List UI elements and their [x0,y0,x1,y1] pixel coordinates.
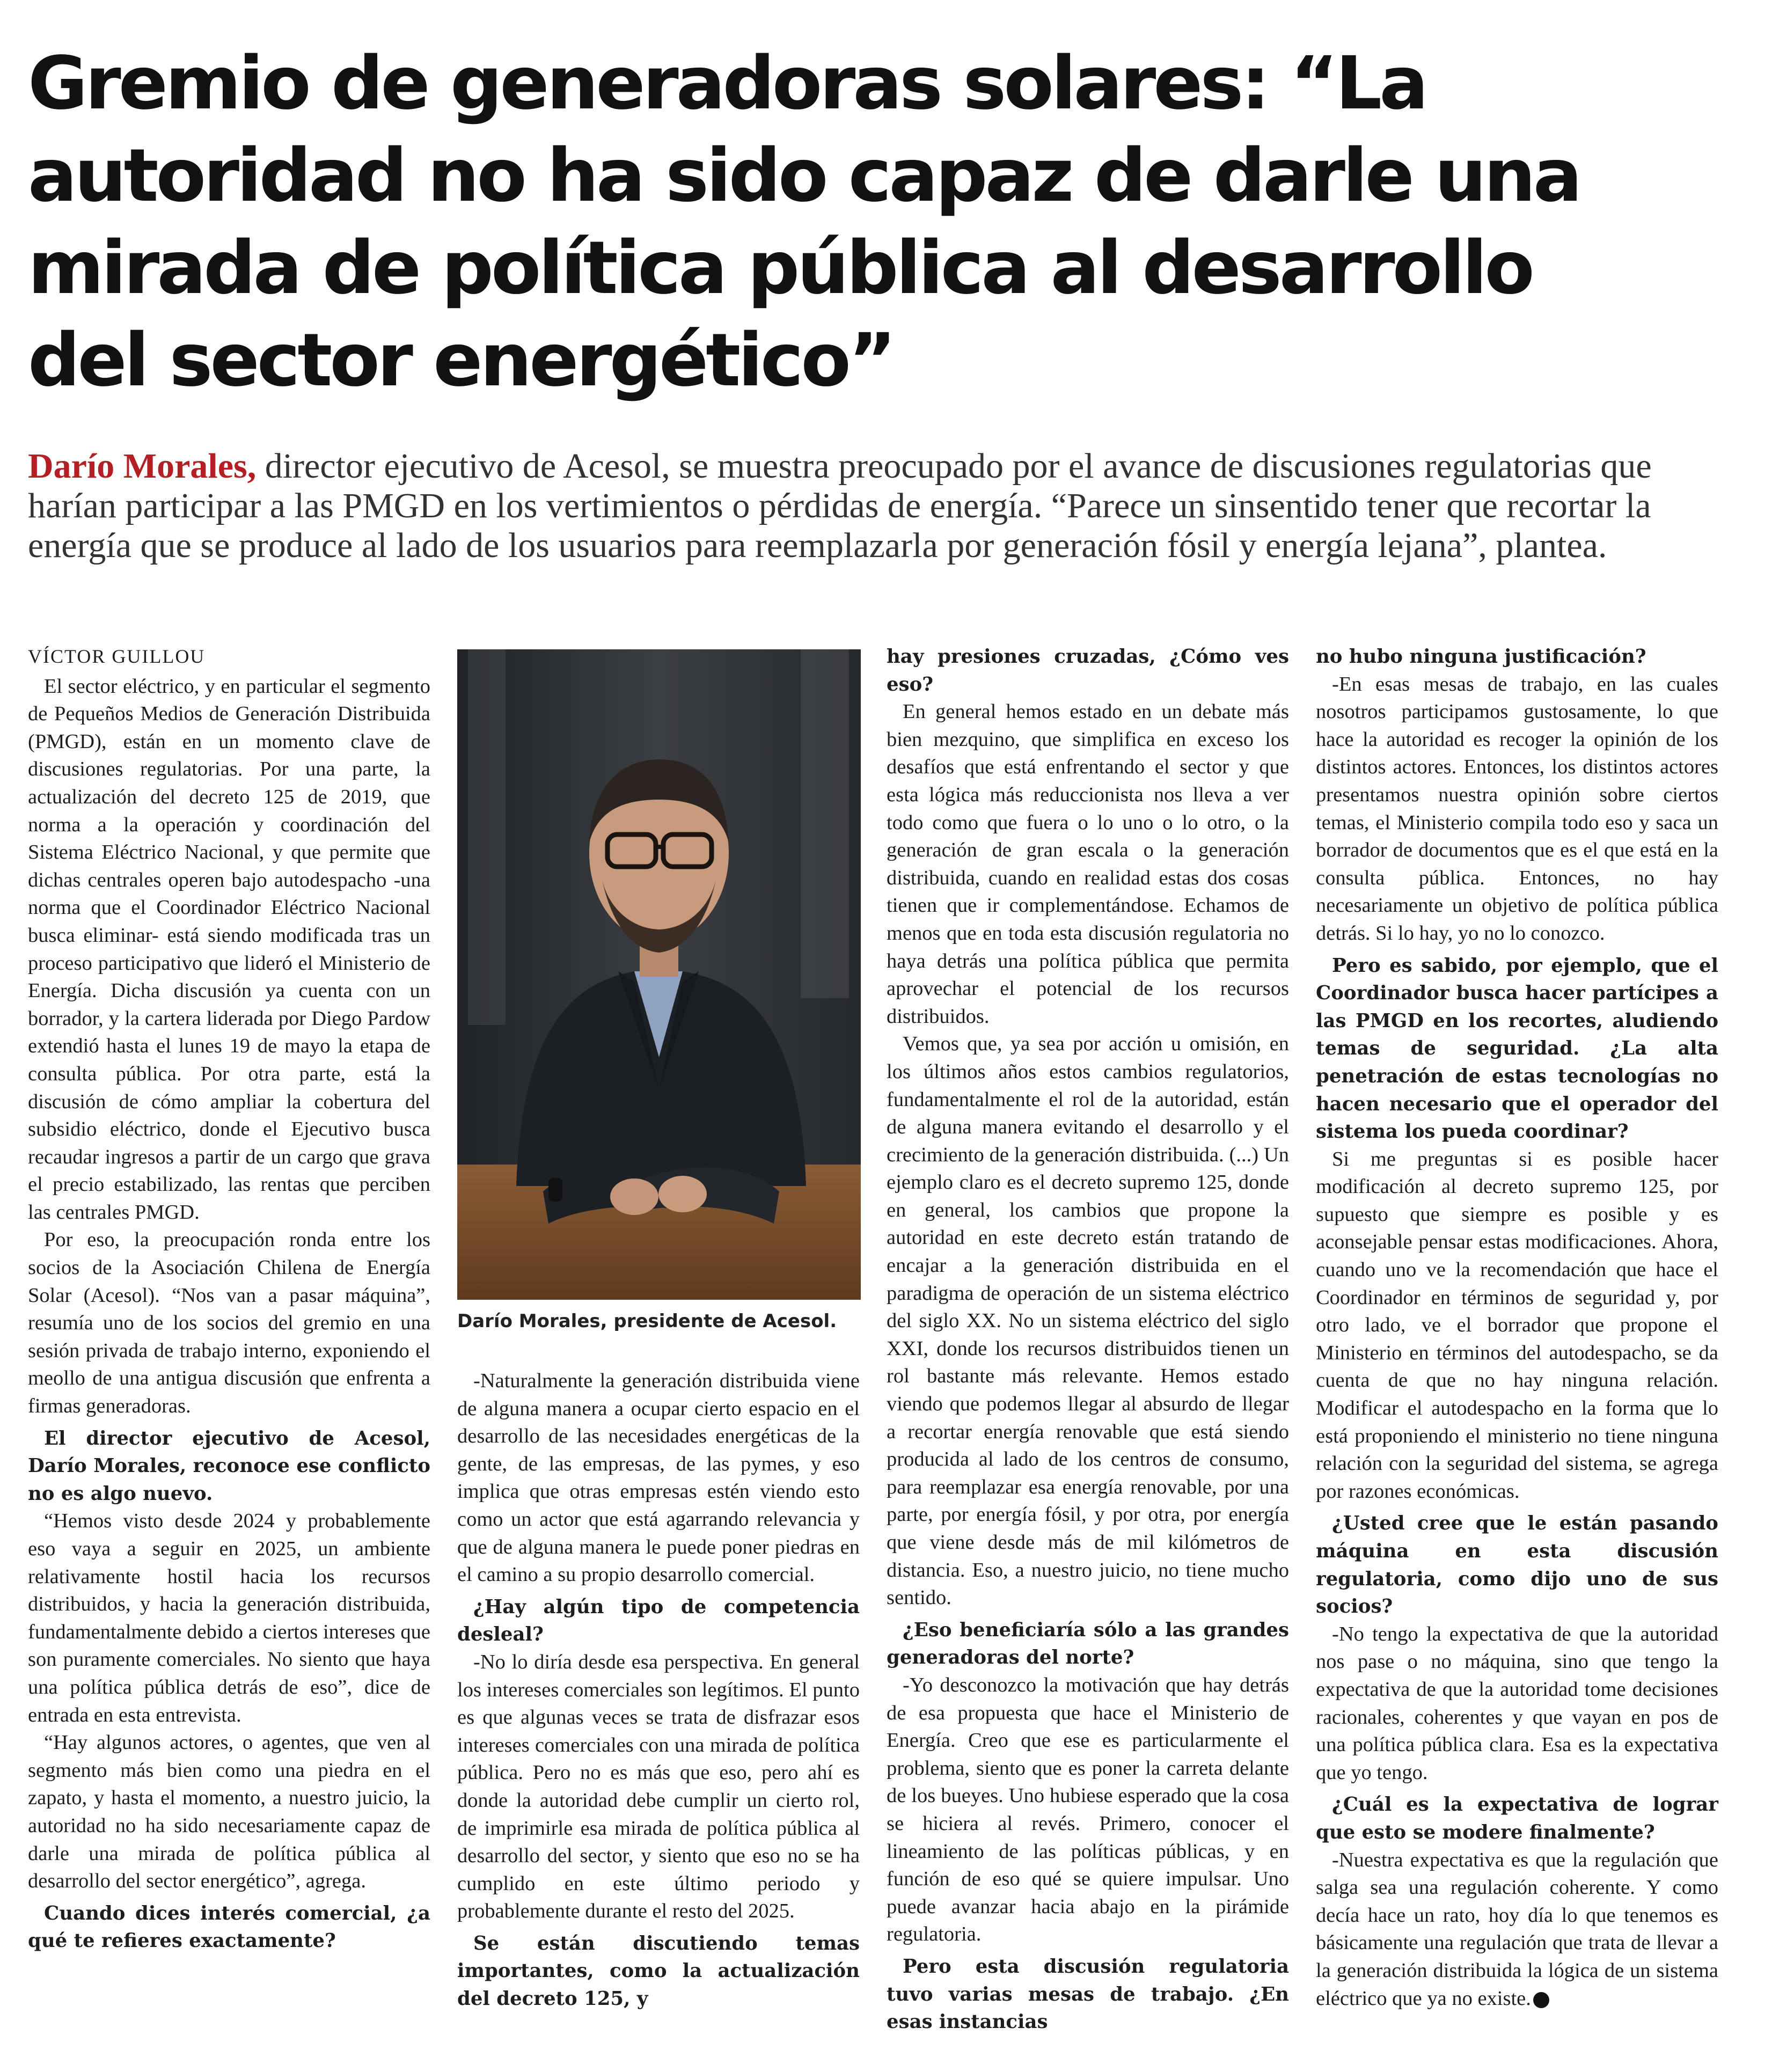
interview-question: ¿Hay algún tipo de competencia desleal? [457,1595,860,1646]
photo-caption: Darío Morales, presidente de Acesol. [457,1310,837,1332]
body-paragraph: “Hemos visto desde 2024 y probablemente eso vaya a seguir en 2025, un ambiente relativamente hostil hacia los recursos distribuidos, y hacia la generación distribuida, fundamentalmente debido a ciertos intereses que son puramente comerciales. No siento que haya una política pública detrás de eso”, dice de entrada en esta entrevista. [28,1510,430,1726]
interview-question: ¿Usted cree que le están pasando máquina en esta discusión regulatoria, como dijo uno de sus socios? [1316,1512,1718,1618]
column-3-body [887,643,1289,2036]
body-paragraph [1316,1847,1718,2013]
column-4-body [1316,643,1718,2012]
interview-question-continued: no hubo ninguna justificación? [1316,646,1646,668]
body-paragraph: Vemos que, ya sea por acción u omisión, en los últimos años estos cambios regulatorios, fundamentalmente el rol de la autoridad, están de alguna manera evitando el desarrollo y el crecimiento de la generación distribuida. (...) Un ejemplo claro es el decreto supremo 125, donde en general, los cambios que propone la autoridad en este decreto están tratando de encajar a la generación distribuida en el paradigma de operación de un sistema eléctrico del siglo XX. No un sistema eléctrico del siglo XXI, donde los recursos distribuidos tienen un rol bastante más relevante. Hemos estado viendo que podemos llegar al absurdo de llegar a recortar energía renovable que está siendo producida al lado de los centros de consumo, para reemplazar esa energía renovable, por una parte, por energía fósil, y por otra, por energía que viene desde más de mil kilómetros de distancia. Eso, a nuestro juicio, no tiene mucho sentido. [887,1033,1289,1609]
body-paragraph: -Naturalmente la generación distribuida viene de alguna manera a ocupar cierto espacio en el desarrollo de las necesidades energéticas de la gente, de las empresas, de las pymes, y eso implica que otras empresas estén viendo esto como un actor que está agarrando relevancia y que de alguna manera le puede poner piedras en el camino a su propio desarrollo comercial. [457,1370,860,1586]
interview-question-continued: hay presiones cruzadas, ¿Cómo ves eso? [887,646,1289,695]
lede-text: director ejecutivo de Acesol, se muestra preocupado por el avance de discusiones regulatorias que harían participar a las PMGD en los vertimientos o pérdidas de energía. “Parece un sinsentido tener que recortar la energía que se produce al lado de los usuarios para reemplazarla por generación fósil y energía lejana”, plantea. [28,446,1652,565]
body-paragraph: Si me preguntas si es posible hacer modificación al decreto supremo 125, por supuesto que siempre es posible y es aconsejable pensar estas modificaciones. Ahora, cuando uno ve la recomendación que hace el Coordinador en términos de seguridad y, por otro lado, ve el borrador que propone el Ministerio en términos del autodespacho, se da cuenta de que no hay ninguna relación. Modificar el autodespacho en la forma que lo está proponiendo el ministerio no tiene ninguna relación con la seguridad del sistema, se agrega por razones económicas. [1316,1147,1718,1503]
final-paragraph-text: -Nuestra expectativa es que la regulación que salga sea una regulación coherente. Y como decía hace un rato, hoy día lo que tenemos es básicamente una regulación que trata de llevar a la generación distribuida la lógica de un sistema eléctrico que ya no existe. [1316,1848,1718,2010]
interview-question: ¿Eso beneficiaría sólo a las grandes generadoras del norte? [887,1619,1289,1669]
interview-question: ¿Cuál es la expectativa de lograr que esto se modere finalmente? [1316,1793,1718,1843]
article-column-2 [457,1367,860,2013]
body-paragraph: -No lo diría desde esa perspectiva. En general los intereses comerciales son legítimos. El punto es que algunas veces se trata de disfrazar esos intereses comerciales con una mirada de política pública. Pero no es más que eso, pero ahí es donde la autoridad debe cumplir un cierto rol, de imprimirle esa mirada de política pública al desarrollo del sector, y siento que eso no se ha cumplido en este último periodo y probablemente durante el resto del 2025. [457,1650,860,1923]
portrait-photo [457,649,861,1300]
article-column-1 [28,643,430,1955]
lede [28,446,1665,566]
body-paragraph: -No tengo la expectativa de que la autoridad nos pase o no máquina, sino que tengo la expectativa de que la autoridad tome decisiones racionales, coherentes y que vayan en pos de una política pública clara. Esa es la expectativa que yo tengo. [1316,1622,1718,1784]
portrait-illustration [457,649,861,1300]
byline: VÍCTOR GUILLOU [28,646,206,667]
lede-name: Darío Morales, [28,446,257,486]
body-paragraph: -En esas mesas de trabajo, en las cuales nosotros participamos gustosamente, lo que hace la autoridad es recoger la opinión de los distintos actores. Entonces, los distintos actores presentamos nuestra opinión sobre ciertos temas, el Ministerio compila todo eso y saca un borrador de documentos que es el que está en la consulta pública. Entonces, no hay necesariamente un objetivo de política pública detrás. Si lo hay, yo no lo conozco. [1316,672,1718,945]
article-column-4 [1316,643,1718,2012]
body-paragraph: “Hay algunos actores, o agentes, que ven al segmento más bien como una piedra en el zapato, y hasta el momento, a nuestro juicio, la autoridad no ha sido necesariamente capaz de darle una mirada de política pública al desarrollo del sector energético”, agrega. [28,1731,430,1893]
interview-question: Pero esta discusión regulatoria tuvo varias mesas de trabajo. ¿En esas instancias [887,1955,1289,2033]
end-mark-icon: P [1533,1992,1549,2008]
headline: Gremio de generadoras solares: “La autoridad no ha sido capaz de darle una mirada de política pública al desarrollo del sector energético” [28,41,1580,403]
column-2-body [457,1367,860,2013]
interview-question: El director ejecutivo de Acesol, Darío Morales, reconoce ese conflicto no es algo nuevo. [28,1427,430,1505]
body-paragraph: -Yo desconozco la motivación que hay detrás de esa propuesta que hace el Ministerio de Energía. Creo que ese es particularmente el problema, siento que es poner la carreta delante de los bueyes. Uno hubiese esperado que la cosa se hiciera al revés. Primero, conocer el lineamiento de las políticas públicas, y en función de eso qué se quiere impulsar. Uno puede avanzar hacia abajo en la pirámide regulatoria. [887,1673,1289,1946]
body-paragraph: Por eso, la preocupación ronda entre los socios de la Asociación Chilena de Energía Solar (Acesol). “Nos van a pasar máquina”, resumía uno de los socios del gremio en una sesión privada de trabajo interno, exponiendo el meollo de una antigua discusión que enfrenta a firmas generadoras. [28,1228,430,1418]
body-paragraph: El sector eléctrico, y en particular el segmento de Pequeños Medios de Generación Distribuida (PMGD), están en un momento clave de discusiones regulatorias. Por una parte, la actualización del decreto 125 de 2019, que norma a la operación y coordinación del Sistema Eléctrico Nacional, y que permite que dichas centrales operen bajo autodespacho -una norma que el Coordinador Eléctrico Nacional busca eliminar- está siendo modificada tras un proceso participativo que lideró el Ministerio de Energía. Dicha discusión ya cuenta con un borrador, y la cartera liderada por Diego Pardow extendió hasta el lunes 19 de mayo la etapa de consulta pública. Por otra parte, está la discusión de cómo ampliar la cobertura del subsidio eléctrico, donde el Ejecutivo busca recaudar ingresos a partir de un cargo que grava el precio estabilizado, las rentas que perciben las centrales PMGD. [28,675,430,1224]
column-1-body [28,673,430,1955]
interview-question: Pero es sabido, por ejemplo, que el Coordinador busca hacer partícipes a las PMGD en los recortes, aludiendo temas de seguridad. ¿La alta penetración de estas tecnologías no hacen necesario que el operador del sistema los pueda coordinar? [1316,954,1718,1143]
article-column-3 [887,643,1289,2036]
interview-question: Cuando dices interés comercial, ¿a qué te refieres exactamente? [28,1902,430,1952]
interview-question: Se están discutiendo temas importantes, como la actualización del decreto 125, y [457,1932,860,2010]
body-paragraph: En general hemos estado en un debate más bien mezquino, que simplifica en exceso los desafíos que está enfrentando el sector y que esta lógica más reduccionista nos lleva a ver todo como que fuera o lo uno o lo otro, o la generación de gran escala o la generación distribuida, cuando en realidad estas dos cosas tienen que ir complementándose. Echamos de menos que en toda esta discusión regulatoria no haya detrás una política pública que permita aprovechar el potencial de los recursos distribuidos. [887,700,1289,1028]
